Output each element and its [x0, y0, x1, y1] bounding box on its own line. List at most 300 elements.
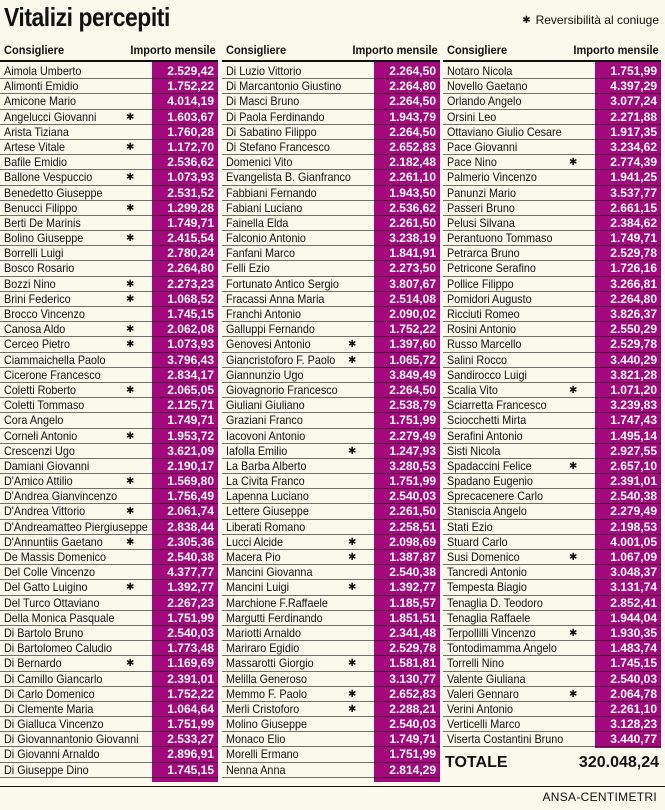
page-title: Vitalizi percepiti	[4, 2, 170, 32]
councillor-name: Crescenzi Ugo	[4, 443, 75, 458]
table-row	[443, 687, 661, 702]
councillor-name: Susi Domenico	[447, 550, 520, 564]
councillor-name: Lapenna Luciano	[226, 489, 309, 504]
councillor-name: Fabbiani Fernando	[226, 185, 317, 200]
monthly-amount: 1.756,49	[167, 489, 214, 504]
reversibility-star-icon: ✱	[126, 293, 135, 305]
table-row	[443, 337, 661, 352]
table-row	[222, 125, 440, 140]
councillor-name: Iafolla Emilio	[226, 443, 288, 458]
table-row	[0, 641, 218, 656]
monthly-amount: 1.065,72	[389, 352, 436, 367]
table-row	[443, 580, 661, 595]
councillor-name: Di Marcantonio Giustino	[226, 79, 342, 94]
monthly-amount: 2.852,41	[610, 595, 657, 610]
monthly-amount: 3.796,43	[167, 352, 214, 367]
monthly-amount: 2.538,79	[389, 398, 436, 413]
councillor-name: Giannunzio Ugo	[226, 367, 304, 382]
councillor-name: Domenici Vito	[226, 155, 293, 170]
table-row	[443, 261, 661, 276]
column-header	[0, 42, 218, 60]
monthly-amount: 1.752,22	[389, 322, 436, 337]
monthly-amount: 2.540,03	[610, 671, 657, 686]
monthly-amount: 2.652,83	[389, 139, 436, 154]
table-row	[0, 353, 218, 368]
total-label: TOTALE	[445, 754, 508, 771]
councillor-name: Viserta Costantini Bruno	[447, 732, 564, 747]
councillor-name: Amicone Mario	[4, 94, 77, 109]
councillor-name: Cora Angelo	[4, 413, 64, 428]
monthly-amount: 1.483,74	[610, 641, 657, 656]
councillor-name: Corneli Antonio	[4, 428, 78, 443]
councillor-name: Coletti Tommaso	[4, 398, 85, 413]
monthly-amount: 1.073,93	[167, 337, 214, 352]
header-name: Consigliere	[447, 43, 508, 57]
monthly-amount: 1.943,50	[389, 185, 436, 200]
table-row	[222, 170, 440, 185]
monthly-amount: 2.261,10	[610, 701, 657, 716]
monthly-amount: 2.384,62	[610, 215, 657, 230]
reversibility-star-icon: ✱	[348, 703, 357, 715]
table-row	[0, 398, 218, 413]
councillor-name: Tenaglia D. Teodoro	[447, 595, 543, 610]
table-row	[222, 140, 440, 155]
table-row	[443, 489, 661, 504]
header-name: Consigliere	[4, 43, 65, 57]
table-row	[0, 231, 218, 246]
monthly-amount: 1.941,25	[610, 170, 657, 185]
monthly-amount: 3.440,77	[610, 732, 657, 747]
table-row	[0, 277, 218, 292]
councillor-name: Russo Marcello	[447, 337, 522, 352]
table-row	[222, 216, 440, 231]
monthly-amount: 1.747,43	[610, 413, 657, 428]
monthly-amount: 1.953,72	[167, 428, 214, 443]
councillor-name: Passeri Bruno	[447, 200, 515, 215]
councillor-name: Alimonti Emidio	[4, 79, 79, 94]
table-row	[222, 186, 440, 201]
table-row	[222, 337, 440, 352]
table-row	[0, 565, 218, 580]
monthly-amount: 1.392,77	[389, 580, 436, 595]
monthly-amount: 2.065,05	[167, 382, 214, 397]
header-amount: Importo mensile	[352, 43, 438, 57]
councillor-name: Ballone Vespuccio	[4, 170, 93, 185]
monthly-amount: 3.239,83	[610, 398, 657, 413]
reversibility-star-icon: ✱	[126, 384, 135, 396]
councillor-name: Macera Pio	[226, 550, 281, 564]
monthly-amount: 2.264,80	[167, 261, 214, 276]
table-row	[0, 702, 218, 717]
councillor-name: Bolino Giuseppe	[4, 231, 84, 246]
table-row	[443, 550, 661, 565]
table-row	[0, 535, 218, 550]
table-row	[443, 504, 661, 519]
table-row	[443, 246, 661, 261]
councillor-name: Franchi Antonio	[226, 307, 302, 321]
table-row	[0, 520, 218, 535]
monthly-amount: 1.392,77	[167, 580, 214, 595]
monthly-amount: 4.397,29	[610, 79, 657, 94]
councillor-name: Valente Giuliana	[447, 671, 526, 686]
reversibility-star-icon: ✱	[348, 552, 357, 563]
table-row	[222, 520, 440, 535]
column-1	[0, 42, 218, 782]
monthly-amount: 1.569,80	[167, 474, 214, 489]
table-row	[0, 626, 218, 641]
table-row	[443, 79, 661, 94]
monthly-amount: 1.299,28	[167, 200, 214, 215]
table-row	[443, 732, 661, 747]
table-row	[0, 763, 218, 778]
monthly-amount: 1.930,35	[610, 625, 657, 640]
table-row	[443, 186, 661, 201]
councillor-name: Brocco Vincenzo	[4, 307, 85, 321]
councillor-name: Falconio Antonio	[226, 231, 306, 246]
table-row	[222, 474, 440, 489]
monthly-amount: 2.415,54	[167, 231, 214, 246]
councillor-name: Tontodimamma Angelo	[447, 641, 557, 656]
table-row	[0, 550, 218, 565]
monthly-amount: 3.621,09	[167, 443, 214, 458]
councillor-name: Bafile Emidio	[4, 155, 68, 170]
table-row	[0, 383, 218, 398]
councillor-name: Massarotti Giorgio	[226, 656, 314, 671]
monthly-amount: 2.264,50	[389, 94, 436, 109]
councillor-name: Di Giuseppe Dino	[4, 762, 89, 777]
councillor-name: Stuard Carlo	[447, 534, 508, 549]
table-row	[222, 702, 440, 717]
monthly-amount: 1.169,69	[167, 656, 214, 671]
monthly-amount: 2.536,62	[167, 155, 214, 170]
monthly-amount: 2.264,50	[389, 64, 436, 78]
legend	[522, 13, 659, 27]
councillor-name: Verini Antonio	[447, 701, 514, 716]
table-row	[443, 64, 661, 79]
councillor-name: Fracassi Anna Maria	[226, 291, 325, 306]
legend-label: Reversibilità al coniuge	[535, 13, 659, 27]
table-row	[443, 565, 661, 580]
monthly-amount: 2.529,78	[610, 246, 657, 261]
table-row	[222, 94, 440, 109]
monthly-amount: 3.849,49	[389, 367, 436, 382]
table-row	[222, 550, 440, 565]
header-amount: Importo mensile	[573, 43, 659, 57]
monthly-amount: 2.288,21	[389, 701, 436, 716]
councillor-name: Rosini Antonio	[447, 322, 517, 337]
councillor-name: Angelucci Giovanni	[4, 109, 97, 124]
table-row	[222, 64, 440, 79]
monthly-amount: 2.279,49	[610, 504, 657, 519]
reversibility-star-icon: ✱	[569, 384, 578, 396]
councillor-name: Fortunato Antico Sergio	[226, 276, 339, 291]
monthly-amount: 1.841,91	[389, 246, 436, 261]
monthly-amount: 1.495,14	[610, 428, 657, 443]
reversibility-star-icon: ✱	[126, 172, 135, 184]
monthly-amount: 2.531,52	[167, 185, 214, 200]
reversibility-star-icon: ✱	[569, 157, 578, 169]
reversibility-star-icon: ✱	[348, 688, 357, 700]
councillor-name: Fainella Elda	[226, 215, 289, 230]
table-row	[222, 383, 440, 398]
monthly-amount: 2.264,50	[389, 382, 436, 397]
table-row	[0, 580, 218, 595]
table-row	[0, 261, 218, 276]
monthly-amount: 3.128,23	[610, 717, 657, 732]
monthly-amount: 2.657,10	[610, 458, 657, 473]
rows	[222, 64, 440, 778]
table-row	[0, 732, 218, 747]
councillor-name: Della Monica Pasquale	[4, 610, 115, 625]
monthly-amount: 1.387,87	[389, 550, 436, 564]
monthly-amount: 1.851,51	[389, 610, 436, 625]
table-row	[443, 702, 661, 717]
table-row	[222, 732, 440, 747]
monthly-amount: 3.821,28	[610, 367, 657, 382]
councillor-name: Pace Giovanni	[447, 139, 518, 154]
monthly-amount: 1.749,71	[167, 215, 214, 230]
monthly-amount: 2.261,50	[389, 215, 436, 230]
table-row	[443, 140, 661, 155]
councillor-name: Tempesta Biagio	[447, 580, 527, 595]
total-value: 320.048,24	[578, 754, 659, 771]
table-row	[0, 459, 218, 474]
councillor-name: Liberati Romano	[226, 519, 306, 534]
monthly-amount: 1.185,57	[389, 595, 436, 610]
monthly-amount: 3.266,81	[610, 276, 657, 291]
monthly-amount: 1.067,09	[610, 550, 657, 564]
table-row	[222, 641, 440, 656]
table-row	[443, 672, 661, 687]
councillor-name: Aimola Umberto	[4, 64, 82, 78]
monthly-amount: 2.279,49	[389, 428, 436, 443]
councillor-name: Canosa Aldo	[4, 322, 66, 337]
councillor-name: Evangelista B. Gianfranco	[226, 170, 351, 185]
monthly-amount: 2.774,39	[610, 155, 657, 170]
councillor-name: Melilla Generoso	[226, 671, 308, 686]
councillor-name: Spadaccini Felice	[447, 458, 532, 473]
monthly-amount: 2.267,23	[167, 595, 214, 610]
reversibility-star-icon: ✱	[126, 339, 135, 351]
councillor-name: Del Colle Vincenzo	[4, 565, 96, 580]
reversibility-star-icon: ✱	[522, 14, 531, 26]
monthly-amount: 2.540,38	[167, 550, 214, 564]
councillor-name: Bosco Rosario	[4, 261, 75, 276]
monthly-amount: 2.529,42	[167, 64, 214, 78]
councillor-name: Di Sabatino Filippo	[226, 124, 317, 139]
councillor-name: D'Andrea Vittorio	[4, 504, 86, 519]
table-row	[443, 322, 661, 337]
councillor-name: Molino Giuseppe	[226, 717, 308, 732]
reversibility-star-icon: ✱	[348, 339, 357, 351]
table-row	[222, 489, 440, 504]
table-row	[222, 565, 440, 580]
monthly-amount: 1.944,04	[610, 610, 657, 625]
councillor-name: Galluppi Fernando	[226, 322, 315, 337]
table-row	[222, 277, 440, 292]
monthly-amount: 2.540,38	[389, 565, 436, 580]
table-row	[443, 125, 661, 140]
reversibility-star-icon: ✱	[126, 141, 135, 153]
councillor-name: La Civita Franco	[226, 474, 305, 489]
monthly-amount: 2.061,74	[167, 504, 214, 519]
table-row	[443, 535, 661, 550]
table-row	[443, 110, 661, 125]
monthly-amount: 2.264,80	[610, 291, 657, 306]
monthly-amount: 2.190,17	[167, 458, 214, 473]
councillor-name: Berti De Marinis	[4, 215, 81, 230]
table-row	[222, 717, 440, 732]
monthly-amount: 2.264,80	[389, 79, 436, 94]
table-row	[222, 747, 440, 762]
monthly-amount: 2.271,88	[610, 109, 657, 124]
councillor-name: Artese Vitale	[4, 139, 66, 154]
table-row	[443, 444, 661, 459]
monthly-amount: 2.261,10	[389, 170, 436, 185]
monthly-amount: 3.131,74	[610, 580, 657, 595]
councillor-name: Mariotti Arnaldo	[226, 625, 302, 640]
monthly-amount: 3.234,62	[610, 139, 657, 154]
table-row	[0, 489, 218, 504]
councillor-name: Di Paola Ferdinando	[226, 109, 325, 124]
monthly-amount: 4.001,05	[610, 534, 657, 549]
source-credit: ANSA-CENTIMETRI	[542, 790, 657, 804]
councillor-name: Tancredi Antonio	[447, 565, 527, 580]
councillor-name: Perantuono Tommaso	[447, 231, 553, 246]
table-row	[222, 413, 440, 428]
column-header	[443, 42, 661, 60]
table-row	[222, 292, 440, 307]
monthly-amount: 2.305,36	[167, 534, 214, 549]
table-row	[222, 368, 440, 383]
reversibility-star-icon: ✱	[348, 445, 357, 457]
councillor-name: Mancini Giovanna	[226, 565, 313, 580]
table-row	[443, 216, 661, 231]
table-row	[222, 656, 440, 671]
reversibility-star-icon: ✱	[348, 658, 357, 670]
table-row	[222, 672, 440, 687]
table-row	[443, 413, 661, 428]
table-row	[222, 580, 440, 595]
councillor-name: Scalia Vito	[447, 382, 498, 397]
table-row	[222, 307, 440, 322]
table-row	[222, 231, 440, 246]
table-row	[222, 110, 440, 125]
reversibility-star-icon: ✱	[126, 233, 135, 245]
table-row	[443, 398, 661, 413]
monthly-amount: 2.540,03	[389, 717, 436, 732]
monthly-amount: 1.603,67	[167, 109, 214, 124]
councillor-name: Torrelli Nino	[447, 656, 505, 671]
reversibility-star-icon: ✱	[126, 202, 135, 214]
monthly-amount: 3.807,67	[389, 276, 436, 291]
monthly-amount: 2.273,23	[167, 276, 214, 291]
reversibility-star-icon: ✱	[126, 111, 135, 123]
monthly-amount: 2.264,50	[389, 124, 436, 139]
table-row	[443, 717, 661, 732]
reversibility-star-icon: ✱	[126, 476, 135, 488]
monthly-amount: 1.751,99	[389, 474, 436, 489]
monthly-amount: 1.745,15	[610, 656, 657, 671]
column-2	[222, 42, 440, 782]
table-row	[222, 246, 440, 261]
councillor-name: Iacovoni Antonio	[226, 428, 306, 443]
councillor-name: Pelusi Silvana	[447, 215, 515, 230]
table-row	[222, 535, 440, 550]
table-row	[222, 201, 440, 216]
councillor-name: Mariraro Egidio	[226, 641, 300, 656]
councillor-name: Arista Tiziana	[4, 124, 69, 139]
councillor-name: Mancini Luigi	[226, 580, 290, 595]
councillor-name: Cerceo Pietro	[4, 337, 71, 352]
monthly-amount: 2.838,44	[167, 519, 214, 534]
monthly-amount: 2.927,55	[610, 443, 657, 458]
councillor-name: D'Annuntiis Gaetano	[4, 534, 103, 549]
councillor-name: Fabiani Luciano	[226, 200, 303, 215]
reversibility-star-icon: ✱	[569, 688, 578, 700]
table-row	[222, 429, 440, 444]
councillor-name: Petrarca Bruno	[447, 246, 520, 261]
monthly-amount: 2.540,03	[167, 625, 214, 640]
councillor-name: Novello Gaetano	[447, 79, 528, 94]
councillor-name: Di Bartolomeo Caludio	[4, 641, 113, 656]
councillor-name: Pomidori Augusto	[447, 291, 532, 306]
monthly-amount: 1.751,99	[389, 747, 436, 762]
monthly-amount: 2.125,71	[167, 398, 214, 413]
monthly-amount: 4.014,19	[167, 94, 214, 109]
monthly-amount: 3.826,37	[610, 307, 657, 321]
councillor-name: Di Luzio Vittorio	[226, 64, 302, 78]
monthly-amount: 1.172,70	[167, 139, 214, 154]
table-row	[0, 429, 218, 444]
monthly-amount: 2.814,29	[389, 762, 436, 777]
councillor-name: Sprecacenere Carlo	[447, 489, 544, 504]
table-row	[443, 368, 661, 383]
table-row	[0, 94, 218, 109]
table-row	[0, 186, 218, 201]
monthly-amount: 1.943,79	[389, 109, 436, 124]
monthly-amount: 3.077,24	[610, 94, 657, 109]
table-row	[0, 444, 218, 459]
councillor-name: Nenna Anna	[226, 762, 286, 777]
monthly-amount: 2.391,01	[610, 474, 657, 489]
table-row	[0, 747, 218, 762]
monthly-amount: 1.071,20	[610, 382, 657, 397]
councillor-name: Ricciuti Romeo	[447, 307, 520, 321]
monthly-amount: 1.068,52	[167, 291, 214, 306]
councillor-name: Ottaviano Giulio Cesare	[447, 124, 562, 139]
table-row	[443, 474, 661, 489]
councillor-name: Stati Ezio	[447, 519, 493, 534]
table-row	[443, 353, 661, 368]
councillor-name: Di Bernardo	[4, 656, 62, 671]
councillor-name: Lucci Alcide	[226, 534, 284, 549]
table-row	[443, 611, 661, 626]
total-row	[443, 750, 661, 776]
column-header	[222, 42, 440, 60]
table-row	[222, 398, 440, 413]
reversibility-star-icon: ✱	[126, 278, 135, 290]
monthly-amount: 1.751,99	[389, 413, 436, 428]
councillor-name: Monaco Elio	[226, 732, 286, 747]
table-row	[0, 170, 218, 185]
monthly-amount: 1.749,71	[610, 231, 657, 246]
councillor-name: Del Gatto Luigino	[4, 580, 88, 595]
monthly-amount: 1.073,93	[167, 170, 214, 185]
monthly-amount: 3.440,29	[610, 352, 657, 367]
footer-divider	[0, 786, 665, 787]
monthly-amount: 1.247,93	[389, 443, 436, 458]
